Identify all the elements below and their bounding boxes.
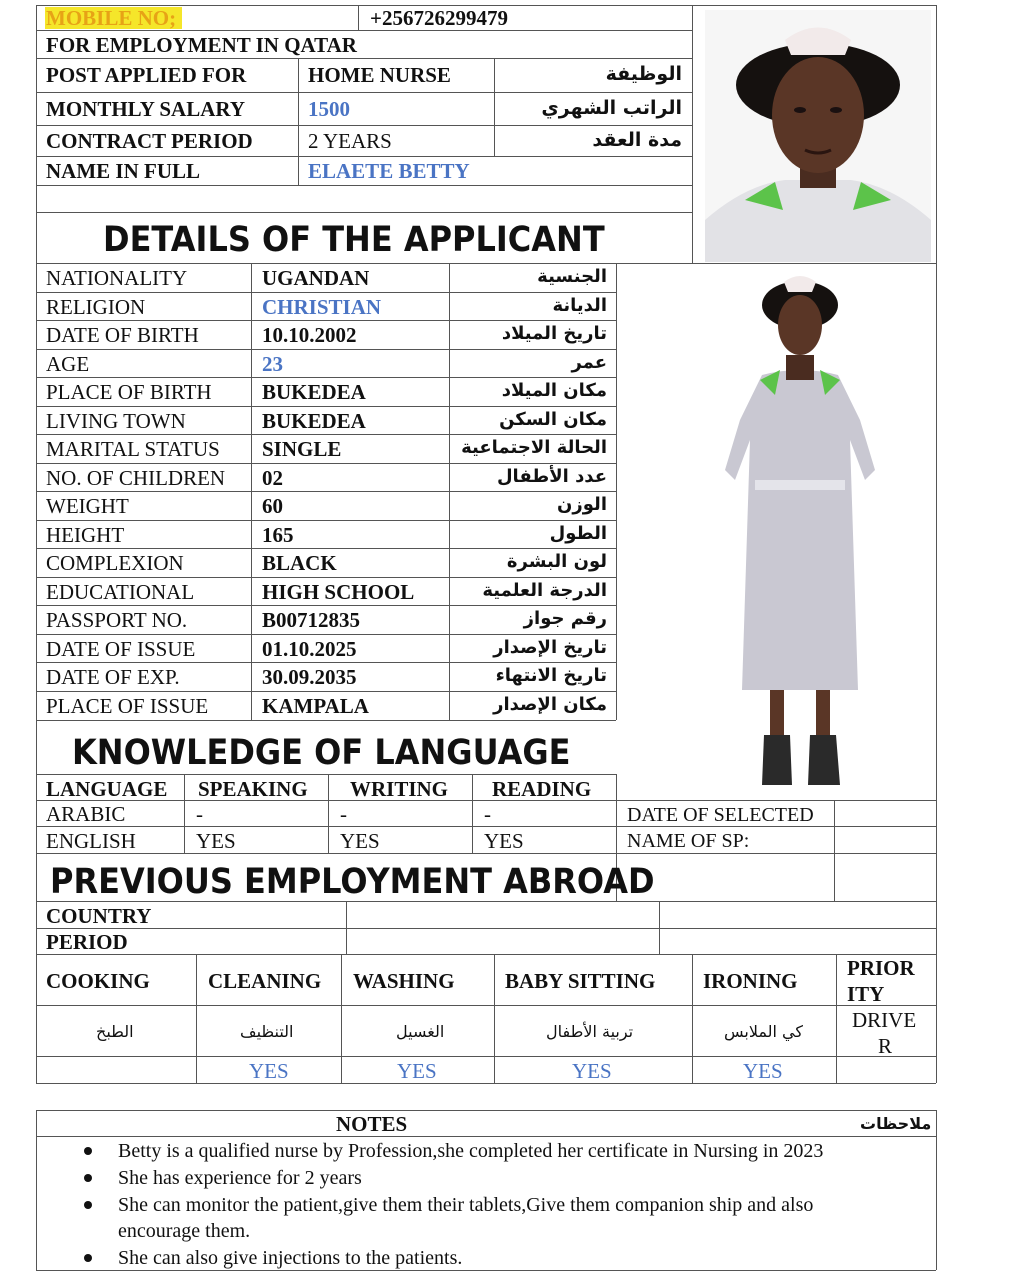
- skill-washing-ar: الغسيل: [396, 1022, 445, 1041]
- detail-label-ar: رقم جواز: [523, 608, 607, 629]
- details-row-divider: [36, 691, 616, 692]
- lang-row-english-writing: YES: [340, 829, 380, 853]
- details-row-divider: [36, 662, 616, 663]
- detail-label: LIVING TOWN: [46, 409, 186, 433]
- skill-ironing-en: IRONING: [703, 969, 798, 993]
- lang-row-english-name: ENGLISH: [46, 829, 136, 853]
- detail-label-ar: مكان الإصدار: [493, 694, 607, 715]
- detail-label-ar: الوزن: [557, 494, 607, 515]
- details-row-divider: [36, 463, 616, 464]
- contract-label: CONTRACT PERIOD: [46, 129, 253, 153]
- detail-value: BUKEDEA: [262, 409, 366, 433]
- skill-cleaning-en: CLEANING: [208, 969, 322, 993]
- detail-label-ar: الحالة الاجتماعية: [461, 437, 607, 458]
- employment-country: FOR EMPLOYMENT IN QATAR: [46, 33, 357, 57]
- detail-label: WEIGHT: [46, 494, 129, 518]
- detail-value: 165: [262, 523, 294, 547]
- post-ar: الوظيفة: [605, 63, 682, 85]
- skill-ironing-ar: كي الملابس: [724, 1022, 804, 1041]
- detail-label: PLACE OF ISSUE: [46, 694, 209, 718]
- details-row-divider: [36, 377, 616, 378]
- salary-label: MONTHLY SALARY: [46, 97, 245, 121]
- salary-value: 1500: [308, 97, 350, 121]
- detail-label-ar: مكان الميلاد: [501, 380, 607, 401]
- detail-label: RELIGION: [46, 295, 146, 319]
- name-of-sp-label: NAME OF SP:: [627, 830, 750, 852]
- date-selected-label: DATE OF SELECTED: [627, 804, 814, 826]
- detail-label: DATE OF ISSUE: [46, 637, 196, 661]
- detail-label-ar: تاريخ الميلاد: [501, 323, 607, 344]
- note-item-3-cont: encourage them.: [118, 1220, 251, 1242]
- skill-babysitting-value: YES: [572, 1059, 612, 1083]
- note-bullet-3: [84, 1201, 92, 1209]
- post-value: HOME NURSE: [308, 63, 451, 87]
- notes-title-ar: ملاحظات: [860, 1114, 932, 1133]
- detail-label: PLACE OF BIRTH: [46, 380, 212, 404]
- name-label: NAME IN FULL: [46, 159, 201, 183]
- note-item-3: She can monitor the patient,give them their tablets,Give them companion ship and also: [118, 1194, 814, 1216]
- salary-ar: الراتب الشهري: [541, 97, 682, 119]
- detail-label: NO. OF CHILDREN: [46, 466, 226, 490]
- contract-value: 2 YEARS: [308, 129, 392, 153]
- detail-value: HIGH SCHOOL: [262, 580, 415, 604]
- detail-value: 10.10.2002: [262, 323, 357, 347]
- lang-row-arabic-writing: -: [340, 802, 347, 826]
- detail-label: DATE OF BIRTH: [46, 323, 199, 347]
- detail-value: CHRISTIAN: [262, 295, 382, 319]
- detail-value: UGANDAN: [262, 266, 370, 290]
- lang-header-speaking: SPEAKING: [198, 777, 308, 801]
- skill-babysitting-en: BABY SITTING: [505, 969, 656, 993]
- detail-label-ar: تاريخ الإصدار: [493, 637, 607, 658]
- lang-header-reading: READING: [492, 777, 592, 801]
- lang-header-language: LANGUAGE: [46, 777, 168, 801]
- portrait-image: [705, 10, 931, 262]
- details-row-divider: [36, 520, 616, 521]
- skill-cooking-ar: الطبخ: [96, 1022, 134, 1041]
- details-row-divider: [36, 320, 616, 321]
- detail-label-ar: الجنسية: [537, 266, 607, 287]
- detail-label: MARITAL STATUS: [46, 437, 220, 461]
- detail-label: DATE OF EXP.: [46, 665, 180, 689]
- details-row-divider: [36, 292, 616, 293]
- priority-line1: PRIOR: [847, 956, 915, 980]
- detail-value: SINGLE: [262, 437, 342, 461]
- detail-label-ar: لون البشرة: [506, 551, 607, 572]
- details-row-divider: [36, 349, 616, 350]
- driver-line1: DRIVE: [852, 1008, 917, 1032]
- note-bullet-4: [84, 1254, 92, 1262]
- detail-value: 60: [262, 494, 283, 518]
- detail-label: NATIONALITY: [46, 266, 188, 290]
- details-row-divider: [36, 577, 616, 578]
- skill-babysitting-ar: تربية الأطفال: [546, 1022, 634, 1041]
- detail-label-ar: عمر: [571, 352, 607, 373]
- detail-value: 30.09.2035: [262, 665, 357, 689]
- country-label: COUNTRY: [46, 904, 152, 928]
- details-row-divider: [36, 548, 616, 549]
- previous-heading: PREVIOUS EMPLOYMENT ABROAD: [50, 860, 655, 902]
- skill-washing-value: YES: [397, 1059, 437, 1083]
- full-body-image: [700, 270, 900, 795]
- detail-value: 02: [262, 466, 283, 490]
- detail-label-ar: الدرجة العلمية: [482, 580, 607, 601]
- detail-label-ar: الديانة: [552, 295, 607, 316]
- skill-ironing-value: YES: [743, 1059, 783, 1083]
- note-item-4: She can also give injections to the patients.: [118, 1247, 463, 1269]
- mobile-label: MOBILE NO;: [46, 6, 177, 30]
- skill-cleaning-ar: التنظيف: [240, 1022, 294, 1041]
- detail-label: AGE: [46, 352, 90, 376]
- details-row-divider: [36, 406, 616, 407]
- skill-washing-en: WASHING: [353, 969, 455, 993]
- note-item-2: She has experience for 2 years: [118, 1167, 362, 1189]
- detail-value: KAMPALA: [262, 694, 369, 718]
- detail-value: BUKEDEA: [262, 380, 366, 404]
- language-heading: KNOWLEDGE OF LANGUAGE: [72, 731, 571, 773]
- detail-label-ar: الطول: [549, 523, 607, 544]
- detail-label-ar: عدد الأطفال: [496, 466, 607, 487]
- detail-label: EDUCATIONAL: [46, 580, 195, 604]
- details-row-divider: [36, 605, 616, 606]
- details-row-divider: [36, 634, 616, 635]
- detail-label-ar: مكان السكن: [499, 409, 607, 430]
- details-row-divider: [36, 491, 616, 492]
- details-row-divider: [36, 434, 616, 435]
- detail-label: HEIGHT: [46, 523, 125, 547]
- detail-value: 23: [262, 352, 283, 376]
- detail-label: PASSPORT NO.: [46, 608, 188, 632]
- lang-row-arabic-name: ARABIC: [46, 802, 126, 826]
- contract-ar: مدة العقد: [592, 129, 682, 151]
- skill-cooking-en: COOKING: [46, 969, 150, 993]
- detail-label: COMPLEXION: [46, 551, 184, 575]
- note-bullet-2: [84, 1174, 92, 1182]
- post-label: POST APPLIED FOR: [46, 63, 247, 87]
- lang-row-arabic-reading: -: [484, 802, 491, 826]
- detail-value: BLACK: [262, 551, 337, 575]
- detail-label-ar: تاريخ الانتهاء: [495, 665, 607, 686]
- mobile-value: +256726299479: [370, 6, 508, 30]
- lang-row-arabic-speaking: -: [196, 802, 203, 826]
- detail-value: 01.10.2025: [262, 637, 357, 661]
- note-item-1: Betty is a qualified nurse by Profession,she completed her certificate in Nursing in 2023: [118, 1140, 824, 1162]
- note-bullet-1: [84, 1147, 92, 1155]
- detail-value: B00712835: [262, 608, 361, 632]
- notes-title: NOTES: [336, 1112, 408, 1136]
- full-body-photo: [700, 270, 900, 795]
- portrait-photo: [705, 10, 931, 262]
- details-heading: DETAILS OF THE APPLICANT: [103, 218, 605, 260]
- skill-cleaning-value: YES: [249, 1059, 289, 1083]
- lang-row-english-reading: YES: [484, 829, 524, 853]
- driver-line2: R: [878, 1034, 893, 1058]
- period-label: PERIOD: [46, 930, 128, 954]
- priority-line2: ITY: [847, 982, 885, 1006]
- lang-row-english-speaking: YES: [196, 829, 236, 853]
- lang-header-writing: WRITING: [350, 777, 449, 801]
- name-value: ELAETE BETTY: [308, 159, 470, 183]
